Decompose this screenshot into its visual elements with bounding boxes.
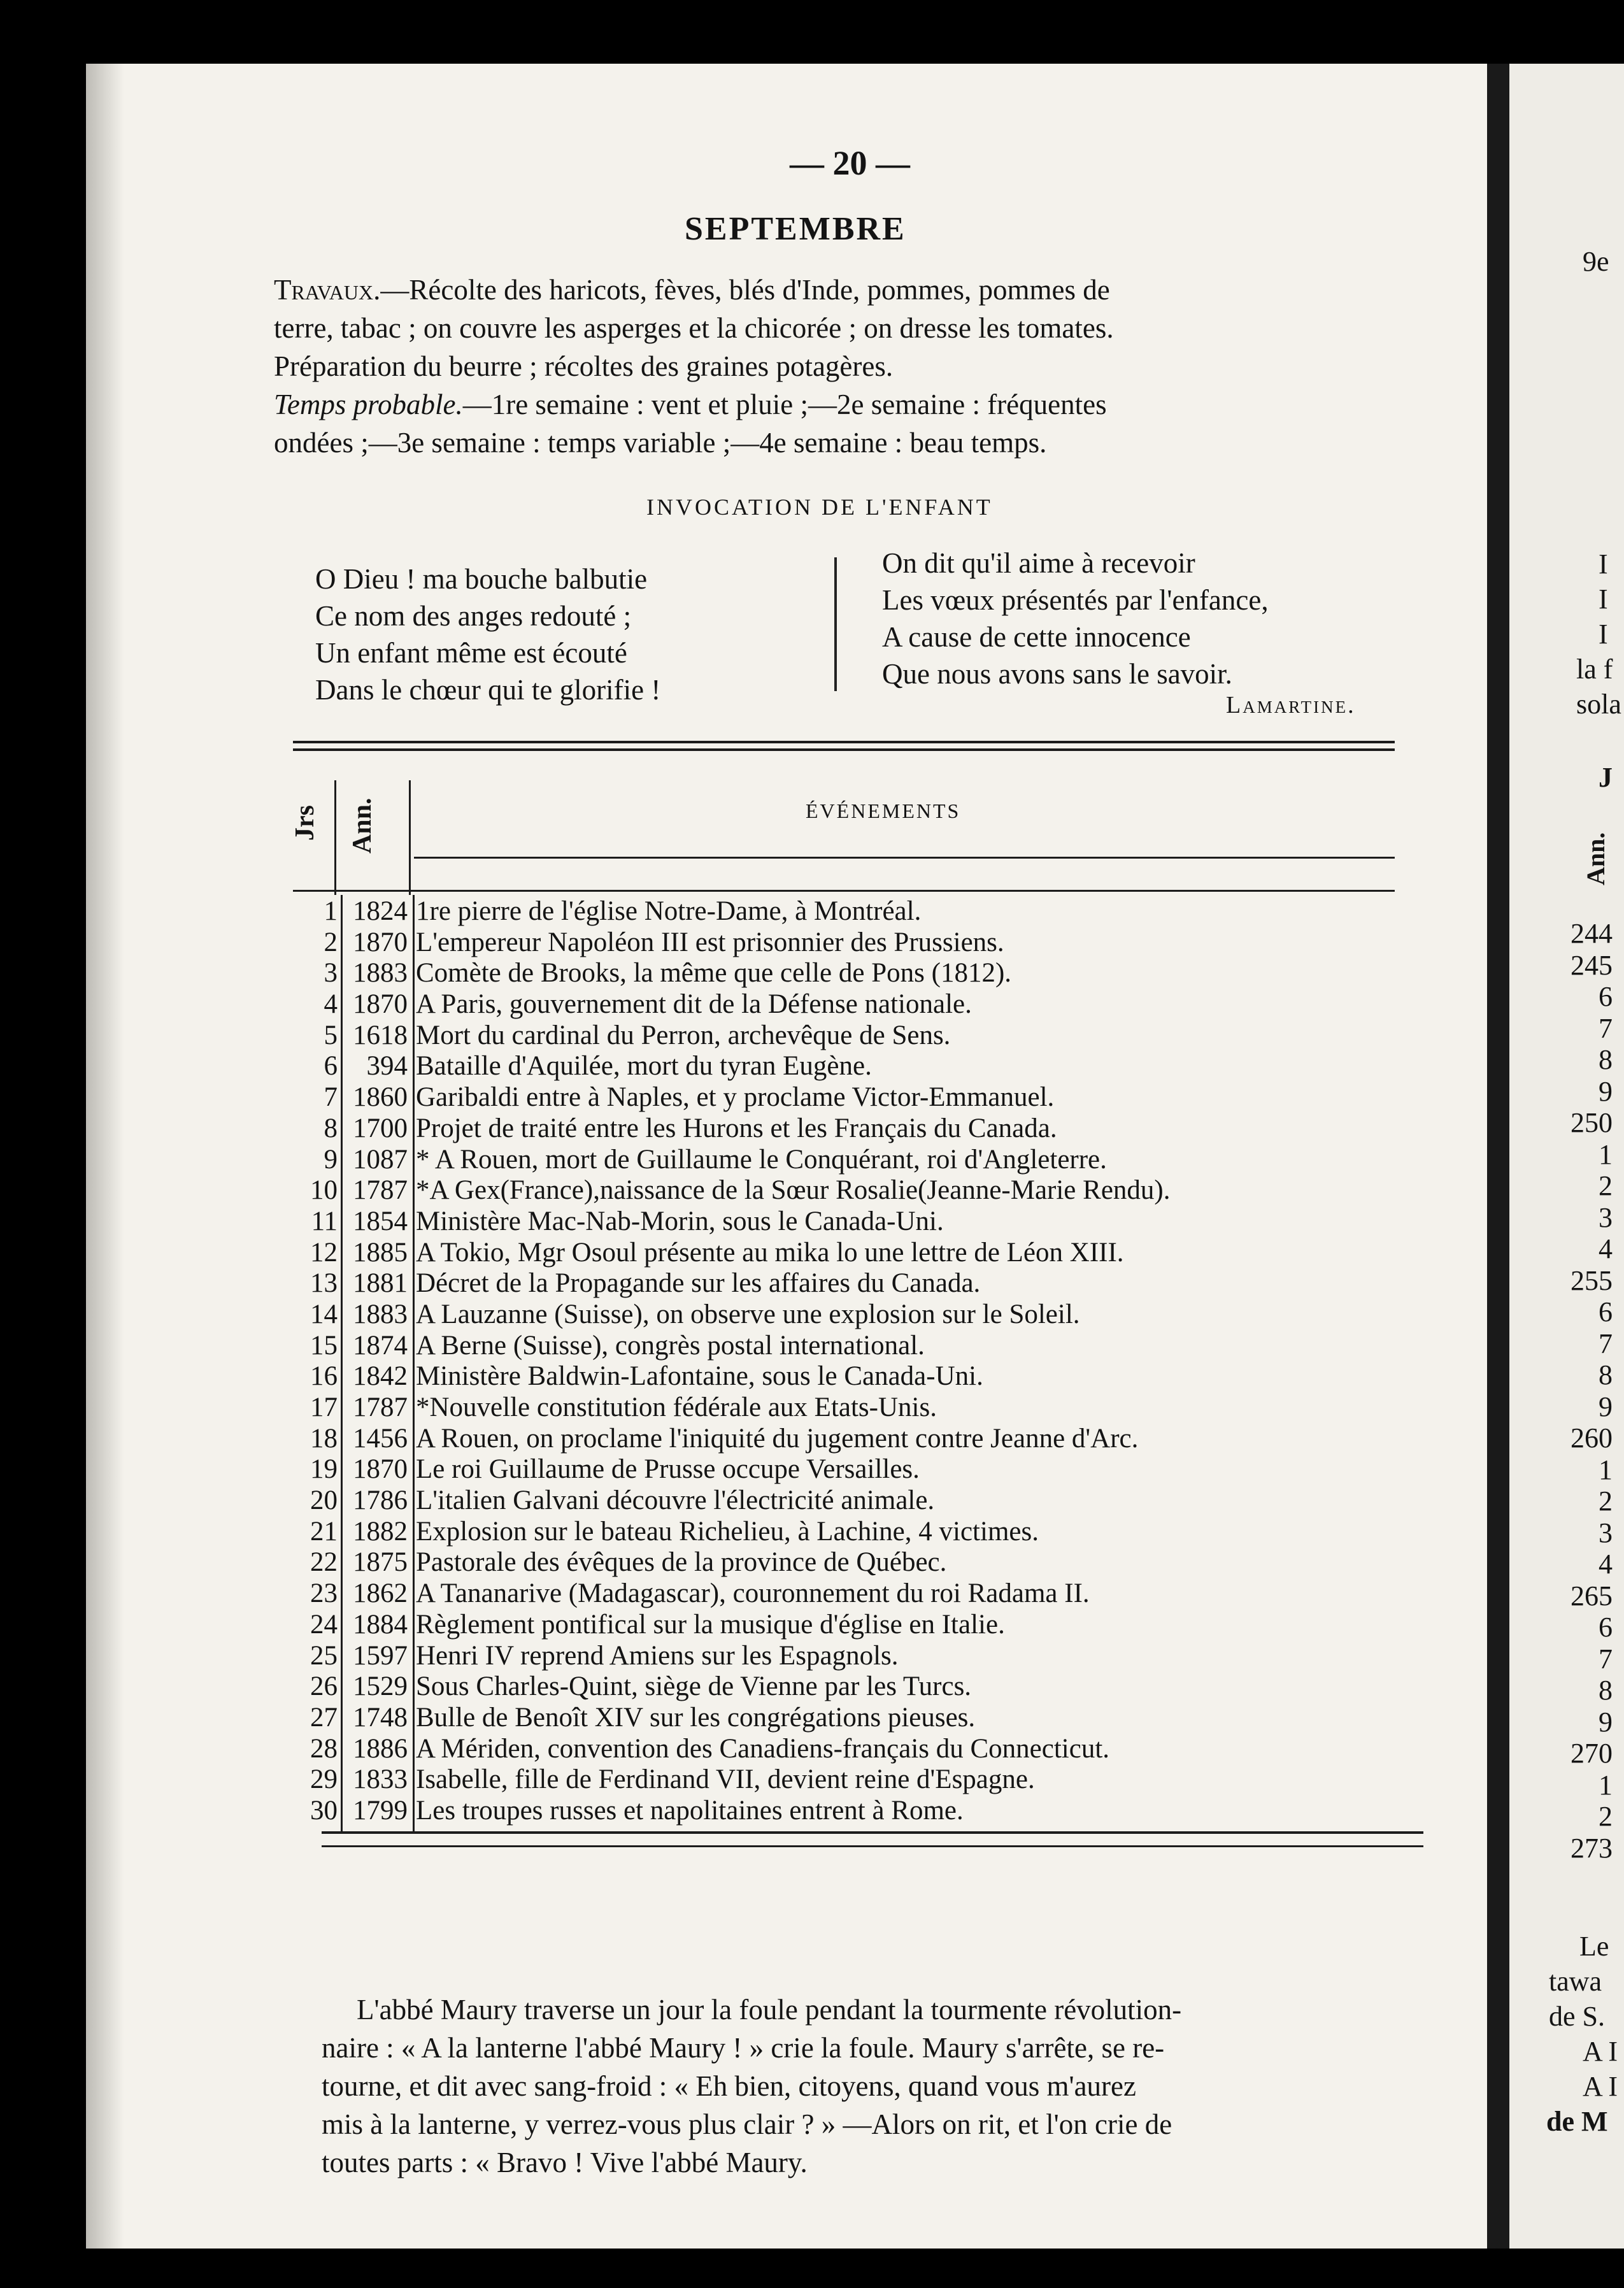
adjacent-bottom: de S. <box>1549 2001 1605 2032</box>
row-year: 394 <box>366 1051 408 1082</box>
row-day: 29 <box>310 1764 338 1795</box>
row-year: 1786 <box>353 1485 408 1516</box>
adjacent-letter: I <box>1599 618 1608 650</box>
temps-label: Temps probable. <box>274 389 463 420</box>
poem-divider <box>834 557 837 691</box>
adjacent-number: 8 <box>1599 1044 1613 1075</box>
header-year: Ann. <box>348 797 377 854</box>
row-event: 1re pierre de l'église Notre-Dame, à Montréal. <box>416 896 922 926</box>
row-day: 5 <box>324 1020 338 1050</box>
row-year: 1787 <box>353 1392 408 1422</box>
adjacent-number: 9 <box>1599 1391 1613 1422</box>
adjacent-letter: la f <box>1576 654 1613 685</box>
row-year: 1862 <box>353 1578 408 1609</box>
row-day: 3 <box>324 958 338 989</box>
row-year: 1833 <box>353 1764 408 1795</box>
row-event: Décret de la Propagande sur les affaires du Canada. <box>416 1268 981 1299</box>
row-year: 1883 <box>353 1299 408 1329</box>
row-year: 1842 <box>353 1361 408 1392</box>
anecdote-line: L'abbé Maury traverse un jour la foule pendant la tourmente révolution- <box>357 1994 1182 2026</box>
row-day: 26 <box>310 1671 338 1702</box>
travaux-line-3: Préparation du beurre ; récoltes des graines potagères. <box>274 350 894 382</box>
row-day: 22 <box>310 1547 338 1578</box>
header-day: Jrs <box>290 805 320 841</box>
row-event: Ministère Mac-Nab-Morin, sous le Canada-Uni. <box>416 1206 944 1236</box>
travaux-line-1: Travaux.—Récolte des haricots, fèves, blés d'Inde, pommes, pommes de <box>274 274 1110 306</box>
row-event: Projet de traité entre les Hurons et les Français du Canada. <box>416 1113 1057 1143</box>
adjacent-number: 2 <box>1599 1170 1613 1201</box>
row-year: 1874 <box>353 1330 408 1361</box>
row-event: Isabelle, fille de Ferdinand VII, devient reine d'Espagne. <box>416 1764 1035 1795</box>
adjacent-number: 250 <box>1571 1107 1613 1138</box>
row-day: 24 <box>310 1609 338 1640</box>
table-top-rule <box>293 741 1395 743</box>
poem-line: Que nous avons sans le savoir. <box>882 658 1232 690</box>
row-year: 1087 <box>353 1144 408 1175</box>
month-title: SEPTEMBRE <box>685 211 906 247</box>
adjacent-bottom: A I <box>1583 2071 1618 2102</box>
adjacent-letter: sola <box>1576 689 1621 720</box>
row-event: L'empereur Napoléon III est prisonnier des Prussiens. <box>416 927 1004 957</box>
adjacent-number: 1 <box>1599 1454 1613 1485</box>
adjacent-number: 6 <box>1599 981 1613 1012</box>
adjacent-number: 2 <box>1599 1801 1613 1832</box>
row-event: Les troupes russes et napolitaines entrent à Rome. <box>416 1795 964 1826</box>
adjacent-header-ann: Ann. <box>1581 832 1610 885</box>
poem-left-stanza <box>315 561 660 708</box>
row-year: 1456 <box>353 1423 408 1454</box>
row-event: Henri IV reprend Amiens sur les Espagnols. <box>416 1640 899 1671</box>
poem-title: INVOCATION DE L'ENFANT <box>646 494 993 520</box>
row-event: A Paris, gouvernement dit de la Défense nationale. <box>416 989 972 1020</box>
poem-line: Dans le chœur qui te glorifie ! <box>315 674 661 706</box>
anecdote-line: toutes parts : « Bravo ! Vive l'abbé Maury. <box>322 2147 808 2178</box>
row-day: 6 <box>324 1051 338 1082</box>
row-day: 4 <box>324 989 338 1020</box>
row-day: 17 <box>310 1392 338 1422</box>
row-event: A Rouen, on proclame l'iniquité du jugement contre Jeanne d'Arc. <box>416 1423 1139 1454</box>
row-day: 11 <box>311 1206 338 1236</box>
anecdote-line: naire : « A la lanterne l'abbé Maury ! » crie la foule. Maury s'arrête, se re- <box>322 2032 1165 2064</box>
adjacent-number: 6 <box>1599 1296 1613 1327</box>
row-year: 1529 <box>353 1671 408 1702</box>
row-event: L'italien Galvani découvre l'électricité animale. <box>416 1485 935 1516</box>
row-day: 16 <box>310 1361 338 1392</box>
row-year: 1597 <box>353 1640 408 1671</box>
row-day: 23 <box>310 1578 338 1609</box>
row-day: 28 <box>310 1733 338 1764</box>
row-day: 13 <box>310 1268 338 1299</box>
adjacent-number: 1 <box>1599 1769 1613 1801</box>
temps-line-1: Temps probable.—1re semaine : vent et pluie ;—2e semaine : fréquentes <box>274 389 1107 420</box>
adjacent-number: 3 <box>1599 1517 1613 1548</box>
adjacent-number: 273 <box>1571 1832 1613 1864</box>
adjacent-bottom: A I <box>1583 2036 1618 2067</box>
row-event: *A Gex(France),naissance de la Sœur Rosalie(Jeanne-Marie Rendu). <box>416 1175 1171 1206</box>
poem-line: Ce nom des anges redouté ; <box>315 600 632 632</box>
adjacent-bottom: de M <box>1546 2106 1608 2137</box>
row-year: 1884 <box>353 1609 408 1640</box>
row-day: 21 <box>310 1516 338 1547</box>
adjacent-number: 2 <box>1599 1485 1613 1517</box>
row-year: 1700 <box>353 1113 408 1143</box>
row-day: 8 <box>324 1113 338 1143</box>
row-day: 20 <box>310 1485 338 1516</box>
row-day: 12 <box>310 1237 338 1268</box>
row-year: 1854 <box>353 1206 408 1236</box>
row-day: 18 <box>310 1423 338 1454</box>
year-event-divider <box>413 895 415 1831</box>
row-event: Règlement pontifical sur la musique d'église en Italie. <box>416 1609 1005 1640</box>
row-event: Ministère Baldwin-Lafontaine, sous le Canada-Uni. <box>416 1361 983 1392</box>
row-event: Comète de Brooks, la même que celle de Pons (1812). <box>416 958 1012 989</box>
adjacent-number: 255 <box>1571 1264 1613 1296</box>
table-bottom-rule-2 <box>322 1845 1423 1847</box>
header-events: ÉVÉNEMENTS <box>806 799 961 822</box>
row-day: 19 <box>310 1454 338 1485</box>
adjacent-number: 8 <box>1599 1359 1613 1391</box>
adjacent-header: J <box>1599 762 1613 793</box>
row-day: 14 <box>310 1299 338 1329</box>
day-year-divider <box>341 895 343 1831</box>
anecdote-line: tourne, et dit avec sang-froid : « Eh bien, citoyens, quand vous m'aurez <box>322 2070 1136 2102</box>
row-event: *Nouvelle constitution fédérale aux Etats-Unis. <box>416 1392 937 1422</box>
row-event: * A Rouen, mort de Guillaume le Conquérant, roi d'Angleterre. <box>416 1144 1107 1175</box>
row-event: Mort du cardinal du Perron, archevêque de Sens. <box>416 1020 951 1050</box>
temps-line-2: ondées ;—3e semaine : temps variable ;—4e semaine : beau temps. <box>274 427 1047 459</box>
row-event: A Tokio, Mgr Osoul présente au mika lo une lettre de Léon XIII. <box>416 1237 1124 1268</box>
row-event: Le roi Guillaume de Prusse occupe Versailles. <box>416 1454 920 1485</box>
row-event: A Berne (Suisse), congrès postal international. <box>416 1330 925 1361</box>
row-year: 1748 <box>353 1702 408 1733</box>
adjacent-number: 4 <box>1599 1233 1613 1264</box>
row-event: A Tananarive (Madagascar), couronnement du roi Radama II. <box>416 1578 1090 1609</box>
adjacent-bottom: tawa <box>1549 1966 1602 1997</box>
poem-line: O Dieu ! ma bouche balbutie <box>315 563 648 595</box>
header-bottom-rule <box>293 890 1395 892</box>
row-year: 1875 <box>353 1547 408 1578</box>
poem-line: A cause de cette innocence <box>882 621 1191 653</box>
row-event: Bataille d'Aquilée, mort du tyran Eugène. <box>416 1051 872 1082</box>
row-year: 1860 <box>353 1082 408 1113</box>
adjacent-number: 260 <box>1571 1422 1613 1454</box>
row-event: Sous Charles-Quint, siège de Vienne par les Turcs. <box>416 1671 972 1702</box>
travaux-line-2: terre, tabac ; on couvre les asperges et la chicorée ; on dresse les tomates. <box>274 312 1114 344</box>
row-day: 1 <box>324 896 338 926</box>
row-year: 1881 <box>353 1268 408 1299</box>
row-year: 1870 <box>353 1454 408 1485</box>
adjacent-number: 7 <box>1599 1327 1613 1359</box>
adjacent-number: 9 <box>1599 1075 1613 1107</box>
row-year: 1870 <box>353 927 408 957</box>
row-year: 1799 <box>353 1795 408 1826</box>
poem-author: Lamartine. <box>1226 692 1356 719</box>
row-day: 7 <box>324 1082 338 1113</box>
adjacent-bottom: Le <box>1579 1931 1609 1962</box>
row-event: A Mériden, convention des Canadiens-français du Connecticut. <box>416 1733 1110 1764</box>
row-event: Explosion sur le bateau Richelieu, à Lachine, 4 victimes. <box>416 1516 1039 1547</box>
table-top-rule-2 <box>293 748 1395 751</box>
row-year: 1882 <box>353 1516 408 1547</box>
adjacent-number: 1 <box>1599 1138 1613 1170</box>
adjacent-number: 270 <box>1571 1738 1613 1769</box>
row-day: 10 <box>310 1175 338 1206</box>
row-day: 30 <box>310 1795 338 1826</box>
adjacent-number: 7 <box>1599 1012 1613 1044</box>
row-year: 1870 <box>353 989 408 1020</box>
adjacent-number: 9 <box>1599 1706 1613 1738</box>
row-year: 1787 <box>353 1175 408 1206</box>
adjacent-letter: I <box>1599 548 1608 580</box>
adjacent-number: 3 <box>1599 1201 1613 1233</box>
header-divider-2 <box>409 780 411 895</box>
table-bottom-rule <box>322 1831 1423 1834</box>
adjacent-number: 8 <box>1599 1675 1613 1706</box>
page-number: — 20 — <box>790 144 910 182</box>
row-day: 25 <box>310 1640 338 1671</box>
anecdote <box>322 1991 1181 2182</box>
adjacent-letter: I <box>1599 583 1608 615</box>
row-year: 1824 <box>353 896 408 926</box>
adjacent-number: 245 <box>1571 949 1613 981</box>
row-event: Pastorale des évêques de la province de Québec. <box>416 1547 947 1578</box>
adjacent-number: 244 <box>1571 918 1613 949</box>
page-shadow <box>86 64 124 2249</box>
adjacent-number: 265 <box>1571 1580 1613 1612</box>
poem-line: Les vœux présentés par l'enfance, <box>882 584 1269 616</box>
row-event: Garibaldi entre à Naples, et y proclame Victor-Emmanuel. <box>416 1082 1055 1113</box>
row-day: 9 <box>324 1144 338 1175</box>
row-year: 1885 <box>353 1237 408 1268</box>
row-year: 1618 <box>353 1020 408 1050</box>
row-day: 15 <box>310 1330 338 1361</box>
anecdote-line: mis à la lanterne, y verrez-vous plus clair ? » —Alors on rit, et l'on crie de <box>322 2108 1172 2140</box>
row-year: 1886 <box>353 1733 408 1764</box>
poem-line: Un enfant même est écouté <box>315 637 627 669</box>
poem-line: On dit qu'il aime à recevoir <box>882 547 1195 579</box>
book-gutter <box>1487 64 1509 2249</box>
row-year: 1883 <box>353 958 408 989</box>
adjacent-number: 7 <box>1599 1643 1613 1675</box>
header-divider-1 <box>334 780 336 895</box>
adjacent-top: 9e <box>1583 246 1609 277</box>
header-underline <box>414 857 1395 859</box>
row-event: A Lauzanne (Suisse), on observe une explosion sur le Soleil. <box>416 1299 1080 1329</box>
poem-right-stanza <box>882 545 1269 692</box>
travaux-label: Travaux. <box>274 274 381 306</box>
row-day: 2 <box>324 927 338 957</box>
adjacent-number: 6 <box>1599 1612 1613 1643</box>
row-day: 27 <box>310 1702 338 1733</box>
adjacent-number: 4 <box>1599 1548 1613 1580</box>
row-event: Bulle de Benoît XIV sur les congrégations pieuses. <box>416 1702 976 1733</box>
adjacent-page-fragment <box>1509 64 1624 2249</box>
